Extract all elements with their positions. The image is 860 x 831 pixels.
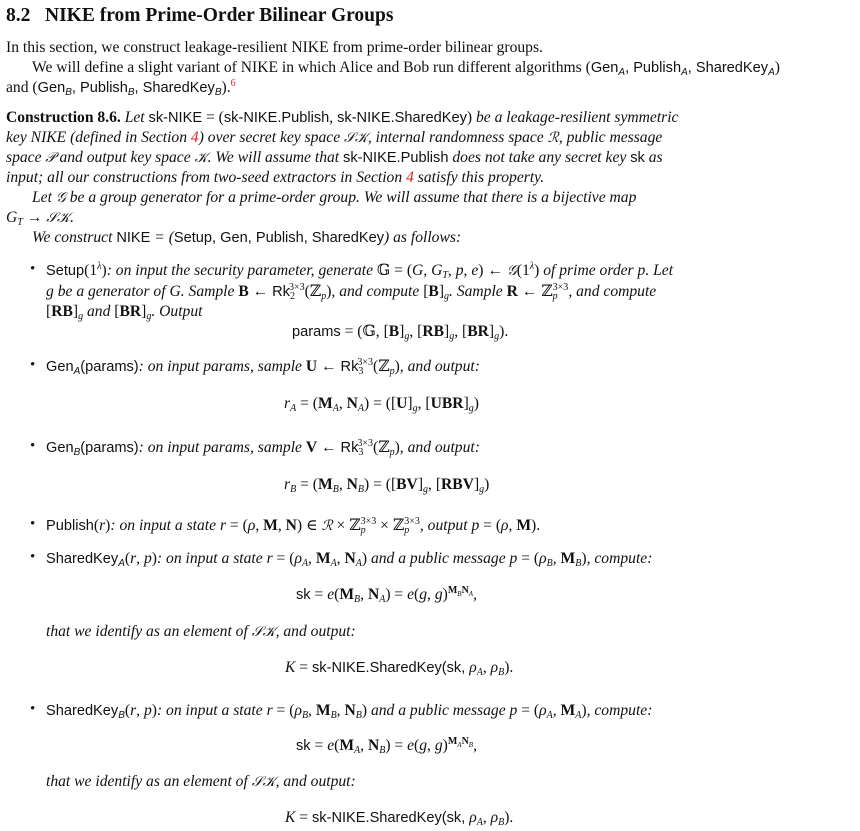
sharedkey-a-identify: that we identify as an element of 𝒮𝒦, and output: bbox=[46, 623, 356, 640]
section-number: 8.2 bbox=[6, 5, 31, 26]
construction-label: Construction 8.6. bbox=[6, 109, 121, 126]
setup-output-equation: params = (𝔾, $[B]_g$, $[RB]_g$, $[BR]_g$). bbox=[292, 323, 509, 342]
publish-line: Publish(r): on input a state r = (ρ, M, N) ∈ ℛ × ℤ$_p^{3\times 3}$ × ℤ$_p^{3\times 3}$, output p = (ρ, M). bbox=[46, 516, 541, 536]
bullet-publish-marker: • bbox=[30, 516, 36, 532]
sharedkey-b-identify: that we identify as an element of 𝒮𝒦, and output: bbox=[46, 773, 356, 790]
sharedkey-a-output: K = sk-NIKE.SharedKey(sk, $\rho_A$, $\rho_B$). bbox=[285, 659, 514, 678]
construction-line-4: input; all our constructions from two-seed extractors in Section 4 satisfy this property. bbox=[6, 169, 545, 186]
setup-line-2: g be a generator of G. Sample B ← $Rk_2^{3\times 3}(ℤ_p)$, and compute $[B]_g$. Sample R ← ℤ$_p^{3\times 3}$, and compute bbox=[46, 282, 657, 302]
bullet-gen-b-marker: • bbox=[30, 438, 36, 454]
sharedkey-a-line: SharedKey$_A$(r, p): on input a state $r = (\rho_A$, $M_A$, $N_A$) and a public message $p = (\rho_B$, $M_B$), compute: bbox=[46, 550, 653, 569]
construction-line-7: We construct NIKE = (Setup, Gen, Publish, SharedKey) as follows: bbox=[32, 229, 462, 246]
setup-line-3: $[RB]_g$ and $[BR]_g$. Output bbox=[46, 303, 203, 322]
construction-line-3: space 𝒫 and output key space 𝒦. We will assume that sk-NIKE.Publish does not take any secret key sk as bbox=[6, 149, 663, 166]
intro-line-1: In this section, we construct leakage-resilient NIKE from prime-order bilinear groups. bbox=[6, 39, 543, 56]
bullet-sharedkey-a-marker: • bbox=[30, 549, 36, 565]
sharedkey-b-output: K = sk-NIKE.SharedKey(sk, $\rho_A$, $\rho_B$). bbox=[285, 809, 514, 828]
construction-line-1: Construction 8.6. Let sk-NIKE = (sk-NIKE.Publish, sk-NIKE.SharedKey) be a leakage-resilient symmetric bbox=[6, 109, 679, 126]
section-link-2[interactable]: 4 bbox=[406, 169, 414, 186]
construction-line-5: Let 𝒢 be a group generator for a prime-order group. We will assume that there is a bijective map bbox=[32, 189, 637, 206]
gen-a-equation: $r_A = (M_A$, $N_A) = ([U]_g$, $[UBR]_g$) bbox=[284, 395, 479, 414]
construction-line-6: $G_T$ → 𝒮𝒦. bbox=[6, 209, 74, 228]
sharedkey-a-equation: sk = $e(M_B$, $N_A) = e(g$, g)$^{M_BN_A}$, bbox=[296, 585, 477, 605]
sharedkey-b-line: SharedKey$_B$(r, p): on input a state $r = (\rho_B$, $M_B$, $N_B$) and a public message $p = (\rho_A$, $M_A$), compute: bbox=[46, 702, 653, 721]
section-link[interactable]: 4 bbox=[190, 129, 199, 146]
gen-a-line: Gen$_A$(params): on input params, sample U ← $Rk_3^{3\times 3}(ℤ_p)$, and output: bbox=[46, 357, 480, 377]
intro-line-2: We will define a slight variant of NIKE in which Alice and Bob run different algorithms (Gen$_A$, Publish$_A$, SharedKey$_A$) bbox=[32, 59, 780, 78]
footnote-link[interactable]: 6 bbox=[230, 78, 236, 89]
construction-line-2: key NIKE (defined in Section 4) over secret key space 𝒮𝒦, internal randomness space ℛ, public message bbox=[6, 129, 663, 146]
gen-b-line: Gen$_B$(params): on input params, sample V ← $Rk_3^{3\times 3}(ℤ_p)$, and output: bbox=[46, 438, 480, 458]
section-heading bbox=[6, 4, 393, 28]
bullet-gen-a-marker: • bbox=[30, 357, 36, 373]
intro-line-3: and (Gen$_B$, Publish$_B$, SharedKey$_B$).$^6$ bbox=[6, 78, 236, 98]
section-title: NIKE from Prime-Order Bilinear Groups bbox=[45, 5, 394, 26]
bullet-setup-marker: • bbox=[30, 261, 36, 277]
setup-line-1: $Setup(1^\lambda)$: on input the security parameter, generate 𝔾 = (G, $G_T$, p, e) ← $𝒢(1^\lambda)$ of prime order p. Let bbox=[46, 261, 674, 281]
bullet-sharedkey-b-marker: • bbox=[30, 701, 36, 717]
gen-b-equation: $r_B = (M_B$, $N_B) = ([BV]_g$, $[RBV]_g$) bbox=[284, 476, 490, 495]
sharedkey-b-equation: sk = $e(M_A$, $N_B) = e(g$, g)$^{M_AN_B}$, bbox=[296, 736, 477, 756]
